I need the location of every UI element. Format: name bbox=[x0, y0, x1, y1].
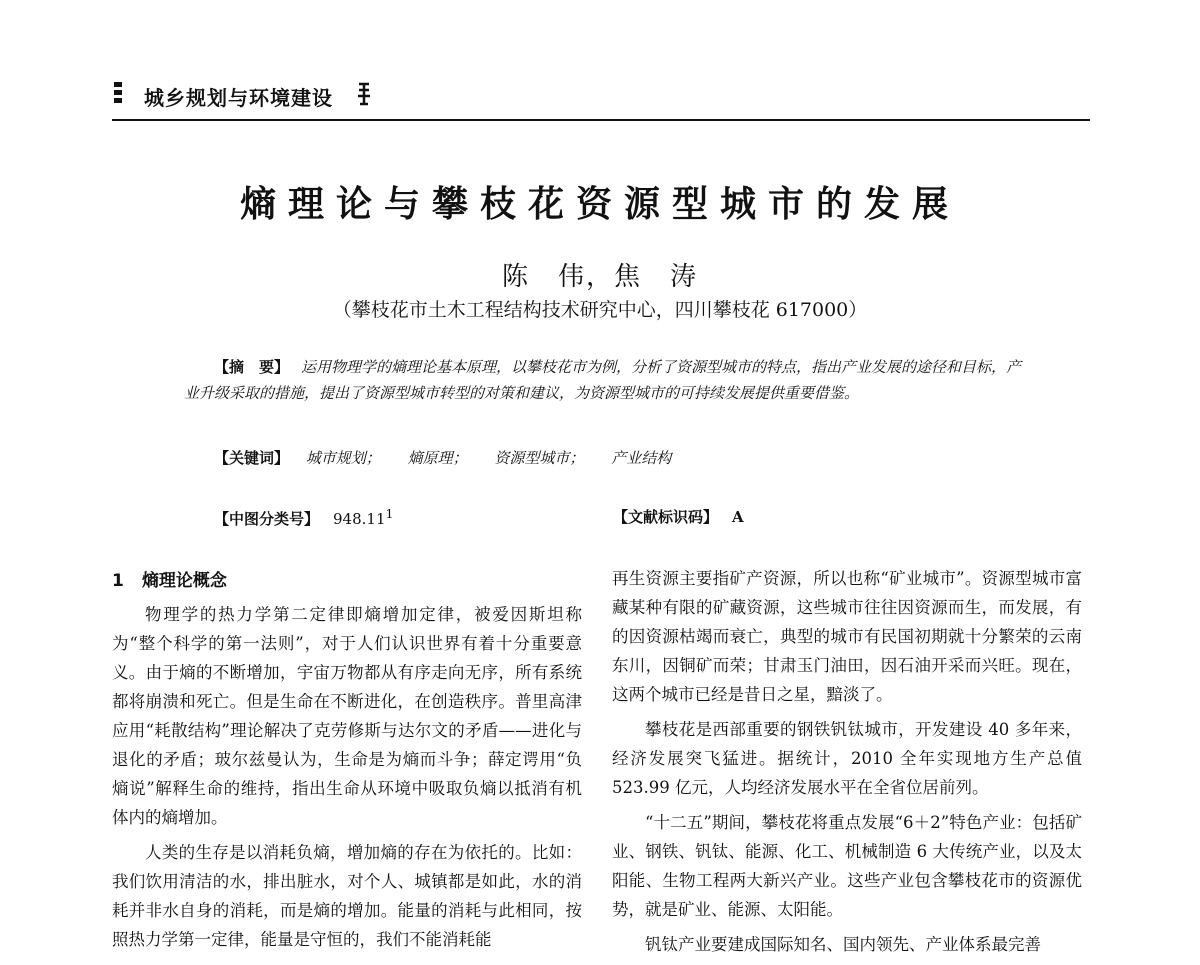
paragraph: 钒钛产业要建成国际知名、国内领先、产业体系最完善 bbox=[645, 935, 1041, 954]
classification-label: 【中图分类号】 bbox=[214, 510, 320, 528]
left-column bbox=[112, 600, 582, 960]
classification-number: 【中图分类号】 948.11$^1$ bbox=[214, 506, 394, 528]
document-code bbox=[613, 506, 744, 527]
keyword: 城市规划； bbox=[305, 449, 381, 467]
header-rule bbox=[112, 119, 1090, 121]
abstract-label: 【摘 要】 bbox=[214, 358, 290, 376]
abstract-text: 运用物理学的熵理论基本原理，以攀枝花市为例，分析了资源型城市的特点，指出产业发展的途径和目标，产业升级采取的措施，提出了资源型城市转型的对策和建议，为资源型城市的可持续发展提供重要借鉴。 bbox=[184, 358, 1022, 402]
document-code-value: A bbox=[732, 508, 744, 526]
section-marker-icon bbox=[112, 82, 124, 104]
keyword: 产业结构 bbox=[611, 449, 672, 467]
article-title: 熵理论与攀枝花资源型城市的发展 bbox=[239, 184, 960, 225]
section-heading bbox=[112, 566, 227, 591]
classification-value: 948.11 bbox=[333, 510, 386, 528]
keywords bbox=[214, 447, 1014, 468]
article-authors: 陈 伟，焦 涛 bbox=[501, 262, 698, 292]
keyword: 熵原理； bbox=[407, 449, 468, 467]
abstract bbox=[184, 354, 1030, 406]
keyword: 资源型城市； bbox=[494, 449, 585, 467]
paragraph: “十二五”期间，攀枝花将重点发展“6＋2”特色产业：包括矿业、钢铁、钒钛、能源、化工、机械制造 6 大传统产业，以及太阳能、生物工程两大新兴产业。这些产业包含攀枝花市的资源优势，就是矿业、能源、太阳能。 bbox=[612, 813, 1082, 919]
decorative-glyph-icon bbox=[356, 82, 372, 106]
author-affiliation: （攀枝花市土木工程结构技术研究中心，四川攀枝花 617000） bbox=[332, 299, 868, 321]
document-code-label: 【文献标识码】 bbox=[613, 508, 719, 526]
keywords-label: 【关键词】 bbox=[214, 449, 290, 467]
paragraph: 再生资源主要指矿产资源，所以也称“矿业城市”。资源型城市富藏某种有限的矿藏资源，这些城市往往因资源而生，而发展，有的因资源枯竭而衰亡，典型的城市有民国初期就十分繁荣的云南东川，因铜矿而荣；甘肃玉门油田，因石油开采而兴旺。现在，这两个城市已经是昔日之星，黯淡了。 bbox=[612, 569, 1082, 704]
right-column bbox=[612, 564, 1082, 965]
section-name: 城乡规划与环境建设 bbox=[144, 86, 333, 110]
paragraph: 物理学的热力学第二定律即熵增加定律，被爱因斯坦称为“整个科学的第一法则”，对于人们认识世界有着十分重要意义。由于熵的不断增加，宇宙万物都从有序走向无序，所有系统都将崩溃和死亡。但是生命在不断进化，在创造秩序。普里高津应用“耗散结构”理论解决了克劳修斯与达尔文的矛盾——进化与退化的矛盾；玻尔兹曼认为，生命是为熵而斗争；薛定谔用“负熵说”解释生命的维持，指出生命从环境中吸取负熵以抵消有机体内的熵增加。 bbox=[112, 605, 582, 827]
section-number: 1 bbox=[112, 571, 124, 591]
section-title: 熵理论概念 bbox=[141, 571, 227, 591]
paragraph: 攀枝花是西部重要的钢铁钒钛城市，开发建设 40 多年来，经济发展突飞猛进。据统计，2010 全年实现地方生产总值 523.99 亿元，人均经济发展水平在全省位居前列。 bbox=[612, 720, 1082, 797]
running-header bbox=[112, 76, 1092, 120]
paragraph: 人类的生存是以消耗负熵，增加熵的存在为依托的。比如：我们饮用清洁的水，排出脏水，对个人、城镇都是如此，水的消耗并非水自身的消耗，而是熵的增加。能量的消耗与此相同，按照热力学第一定律，能量是守恒的，我们不能消耗能 bbox=[112, 843, 582, 949]
